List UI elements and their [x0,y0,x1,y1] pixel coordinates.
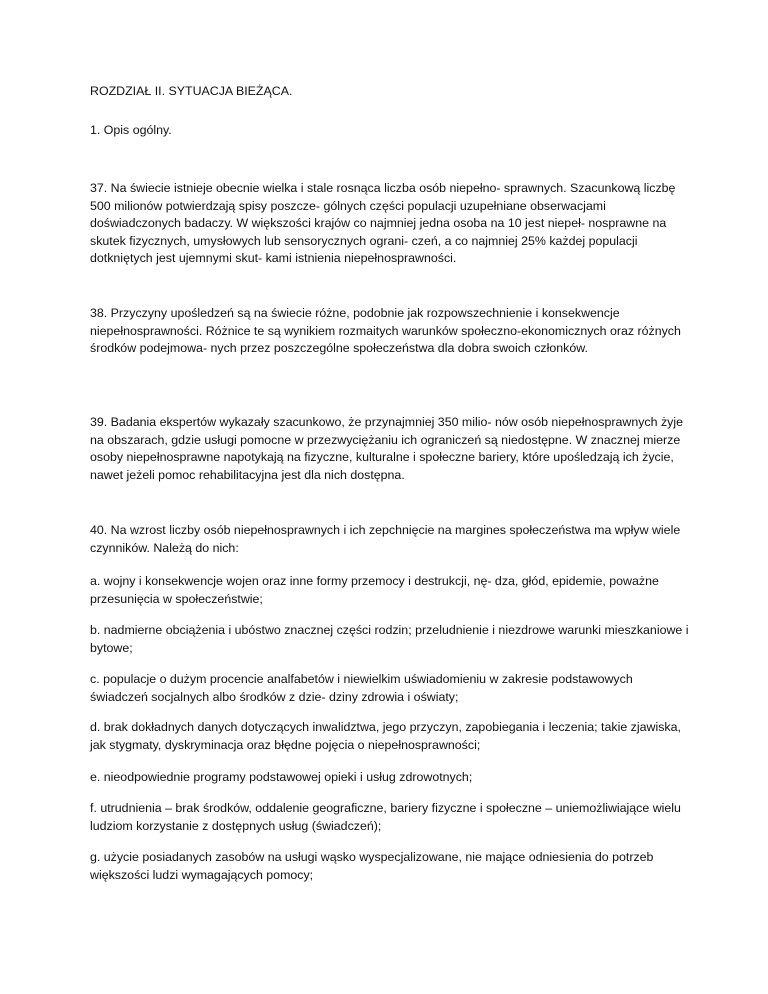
section-title: 1. Opis ogólny. [90,123,172,137]
factor-item-c: c. populacje o dużym procencie analfabetów i niewielkim uświadomieniu w zakresie podstawowych świadczeń socjalnych albo środków z dzie- dziny zdrowia i oświaty; [90,672,633,704]
factor-item-b: b. nadmierne obciążenia i ubóstwo znacznej części rodzin; przeludnienie i niezdrowe warunki mieszkaniowe i bytowe; [90,623,689,655]
factor-item-g: g. użycie posiadanych zasobów na usługi wąsko wyspecjalizowane, nie mające odniesienia do potrzeb większości ludzi wymagających pomocy; [90,850,654,882]
factor-item-e: e. nieodpowiednie programy podstawowej opieki i usług zdrowotnych; [90,770,473,784]
paragraph-39: 39. Badania ekspertów wykazały szacunkowo, że przynajmniej 350 milio- nów osób niepełnosprawnych żyje na obszarach, gdzie usługi pomocne w przezwyciężaniu ich ograniczeń są niedostępne. W znacznej mierze osoby niepełnosprawne napotykają na fizyczne, kulturalne i społeczne bariery, które upośledzają ich życie, nawet jeżeli pomoc rehabilitacyjna jest dla nich dostępna. [90,415,683,482]
paragraph-40: 40. Na wzrost liczby osób niepełnosprawnych i ich zepchnięcie na margines społeczeństwa ma wpływ wiele czynników. Należą do nich: [90,523,681,555]
chapter-title: ROZDZIAŁ II. SYTUACJA BIEŻĄCA. [90,84,293,98]
paragraph-37: 37. Na świecie istnieje obecnie wielka i stale rosnąca liczba osób niepełno- sprawnych. Szacunkową liczbę 500 milionów potwierdzają spisy poszcze- gólnych części populacji uzupełniane obserwacjami doświadczonych badaczy. W większości krajów co najmniej jedna osoba na 10 jest niepeł- nosprawne na skutek fizycznych, umysłowych lub sensorycznych ograni- czeń, a co najmniej 25% każdej populacji dotkniętych jest ujemnymi skut- kami istnienia niepełnosprawności. [90,181,676,266]
factor-item-a: a. wojny i konsekwencje wojen oraz inne formy przemocy i destrukcji, nę- dza, głód, epidemie, poważne przesunięcia w społeczeństwie; [90,574,659,606]
paragraph-38: 38. Przyczyny upośledzeń są na świecie różne, podobnie jak rozpowszechnienie i konsekwencje niepełnosprawności. Różnice te są wynikiem rozmaitych warunków społeczno-ekonomicznych oraz różnych środków podejmowa- nych przez poszczególne społeczeństwa dla dobra swoich członków. [90,306,681,356]
factor-item-d: d. brak dokładnych danych dotyczących inwalidztwa, jego przyczyn, zapobiegania i leczenia; takie zjawiska, jak stygmaty, dyskryminacja oraz błędne pojęcia o niepełnosprawności; [90,720,681,752]
factor-item-f: f. utrudnienia – brak środków, oddalenie geograficzne, bariery fizyczne i społeczne – uniemożliwiające wielu ludziom korzystanie z dostępnych usług (świadczeń); [90,801,681,833]
